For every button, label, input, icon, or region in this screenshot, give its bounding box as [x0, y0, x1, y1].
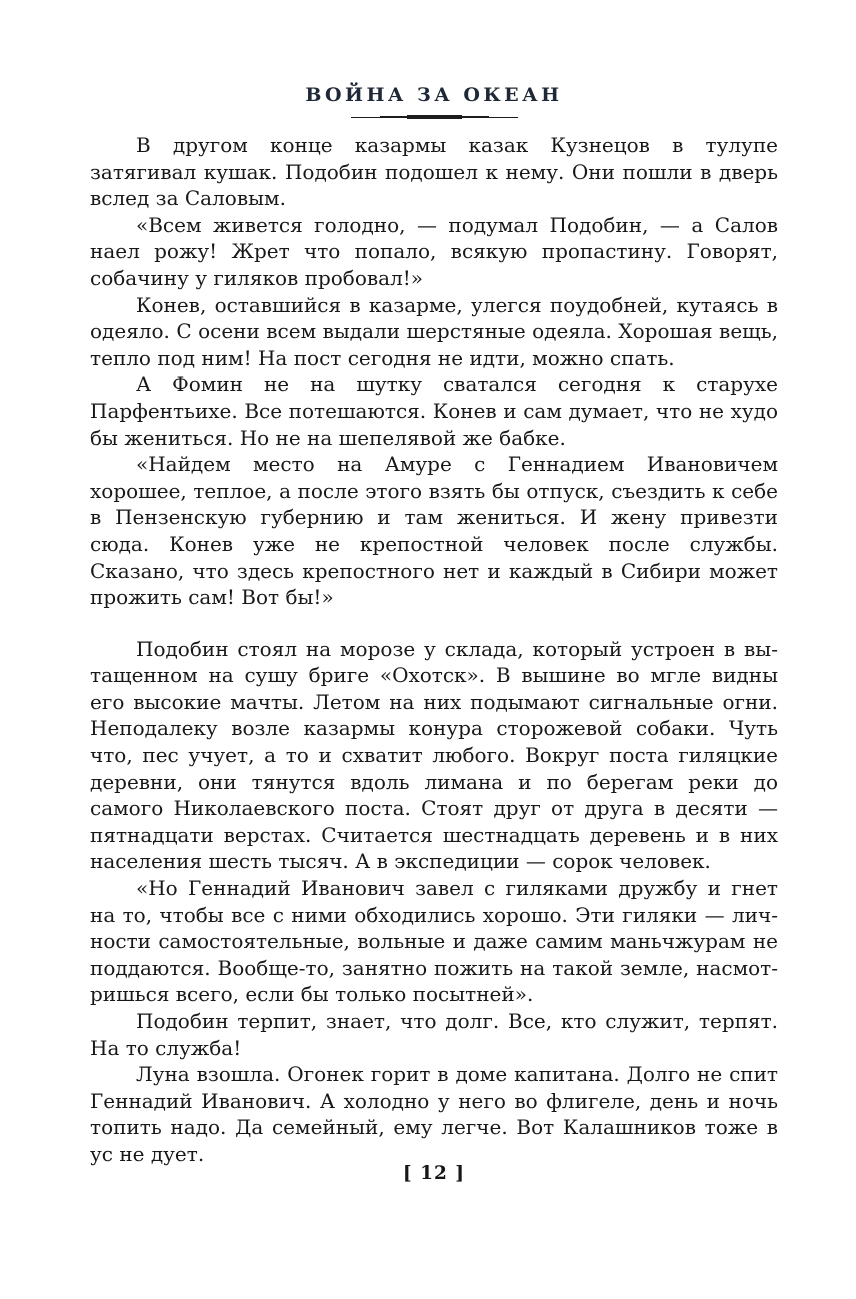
divider-segment: [351, 117, 380, 118]
paragraph: А Фомин не на шутку сватался сегодня к старухе Парфентьихе. Все потешаются. Конев и сам думает, что не худо бы жениться. Но не на шепелявой же бабке.: [90, 372, 778, 450]
divider-segment: [380, 116, 407, 118]
paragraph: Луна взошла. Огонек горит в доме капитана. Долго не спит Геннадий Иванович. А холодно у него во флигеле, день и ночь топить надо. Да семейный, ему легче. Вот Калашников тоже в ус не дует.: [90, 1062, 778, 1166]
paragraph-section-start: Подобин стоял на морозе у склада, который устроен в вытащенном на сушу бриге «Охотск». В вышине во мгле видны его высокие мачты. Летом на них подымают сигнальные огни. Неподалеку возле казармы конура сторожевой собаки. Чуть что, пес учует, а то и схватит любого. Вокруг поста гиляцкие деревни, они тянутся вдоль лимана и по берегам реки до самого Николаевского поста. Стоят друг от друга в десяти — пятнадцати верстах. Считается шестнадцать деревень и в них населения шесть тысяч. А в экспедиции — сорок человек.: [90, 636, 778, 874]
divider-segment: [462, 116, 489, 118]
paragraph: В другом конце казармы казак Кузнецов в тулупе затягивал кушак. Подобин подошел к нему. Они пошли в дверь вслед за Саловым.: [90, 133, 778, 211]
body-text: [90, 132, 778, 1168]
divider-segment: [407, 115, 462, 119]
page-number: [ 12 ]: [402, 1163, 466, 1184]
paragraph: Подобин терпит, знает, что долг. Все, кто служит, терпят. На то служба!: [90, 1009, 778, 1060]
header-divider: [90, 113, 778, 121]
paragraph: «Но Геннадий Иванович завел с гиляками дружбу и гнет на то, чтобы все с ними обходились хорошо. Эти гиляки — личности самостоятельные, вольные и даже самим маньчжурам не поддаются. Вообще-то, занятно пожить на такой земле, насмотришься всего, если бы только посытней».: [90, 876, 778, 1007]
paragraph: «Найдем место на Амуре с Геннадием Ивановичем хорошее, теплое, а после этого взять бы отпуск, съездить к себе в Пензенскую губернию и там жениться. И жену привезти сюда. Конев уже не крепостной человек после службы. Сказано, что здесь крепостного нет и каждый в Сибири может прожить сам! Вот бы!»: [90, 452, 778, 610]
running-head-title: ВОЙНА ЗА ОКЕАН: [305, 84, 563, 106]
paragraph: Конев, оставшийся в казарме, улегся поудобней, кутаясь в одеяло. С осени всем выдали шерстяные одеяла. Хорошая вещь, тепло под ним! На пост сегодня не идти, можно спать.: [90, 292, 778, 370]
paragraph: «Всем живется голодно, — подумал Подобин, — а Салов наел рожу! Жрет что попало, всякую пропастину. Говорят, собачину у гиляков пробовал!»: [90, 212, 778, 290]
divider-segment: [489, 117, 518, 118]
